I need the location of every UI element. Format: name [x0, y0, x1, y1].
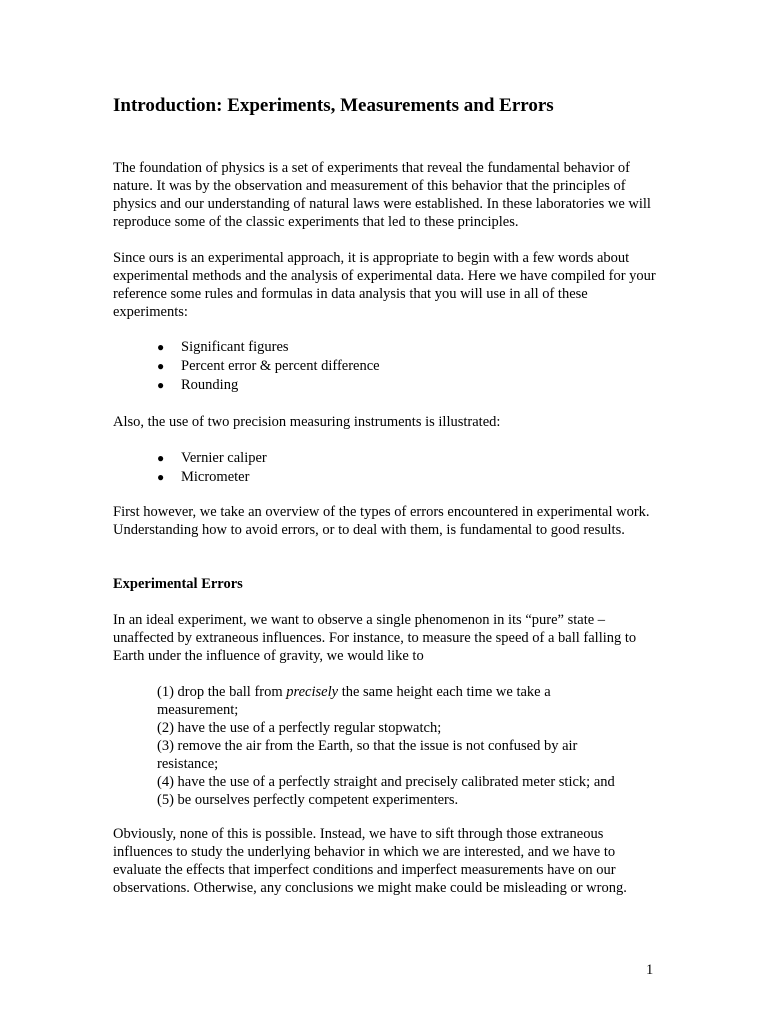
bullet-icon: ●	[157, 359, 165, 373]
ideal-experiment-paragraph: In an ideal experiment, we want to observe a single phenomenon in its “pure” state – unaffected by extraneous influences. For instance, to measure the speed of a ball falling to Earth under the influence of gravity, we would like to	[113, 612, 637, 664]
bullet-icon: ●	[157, 470, 165, 484]
list-item: ● Significant figures	[157, 339, 289, 355]
section-heading: Experimental Errors	[113, 576, 243, 592]
step-4: (4) have the use of a perfectly straight and precisely calibrated meter stick; and	[157, 774, 615, 790]
step-5: (5) be ourselves perfectly competent experimenters.	[157, 792, 459, 808]
list-item: ● Vernier caliper	[157, 450, 267, 466]
overview-paragraph: First however, we take an overview of the types of errors encountered in experimental work. Understanding how to avoid errors, or to deal with them, is fundamental to good results.	[113, 504, 650, 538]
bullet-icon: ●	[157, 451, 165, 465]
instruments-list	[157, 449, 267, 487]
list-item: ● Rounding	[157, 377, 239, 393]
bullet-icon: ●	[157, 340, 165, 354]
bullet-icon: ●	[157, 378, 165, 392]
page-number: 1	[646, 962, 654, 978]
list-item: ● Percent error & percent difference	[157, 358, 380, 374]
intro-paragraph: The foundation of physics is a set of experiments that reveal the fundamental behavior of nature. It was by the observation and measurement of this behavior that the principles of physics and our understanding of natural laws were established. In these laboratories we will reproduce some of the classic experiments that led to these principles.	[113, 160, 651, 230]
step-2: (2) have the use of a perfectly regular stopwatch;	[157, 720, 442, 736]
conclusion-paragraph: Obviously, none of this is possible. Instead, we have to sift through those extraneous influences to study the underlying behavior in which we are interested, and we have to evaluate the effects that imperfect conditions and imperfect measurements have on our observations. Otherwise, any conclusions we might make could be misleading or wrong.	[113, 826, 627, 896]
instruments-paragraph: Also, the use of two precision measuring instruments is illustrated:	[113, 414, 501, 430]
page-title: Introduction: Experiments, Measurements and Errors	[113, 95, 554, 116]
list-item: ● Micrometer	[157, 469, 250, 485]
step-1: (1) drop the ball from precisely the same height each time we take a measurement;	[157, 684, 551, 718]
ideal-conditions-list	[157, 683, 617, 809]
topics-list	[157, 338, 380, 395]
approach-paragraph: Since ours is an experimental approach, it is appropriate to begin with a few words about experimental methods and the analysis of experimental data. Here we have compiled for your reference some rules and formulas in data analysis that you will use in all of these experiments:	[113, 250, 656, 320]
step-3: (3) remove the air from the Earth, so that the issue is not confused by air resistance;	[157, 738, 578, 772]
